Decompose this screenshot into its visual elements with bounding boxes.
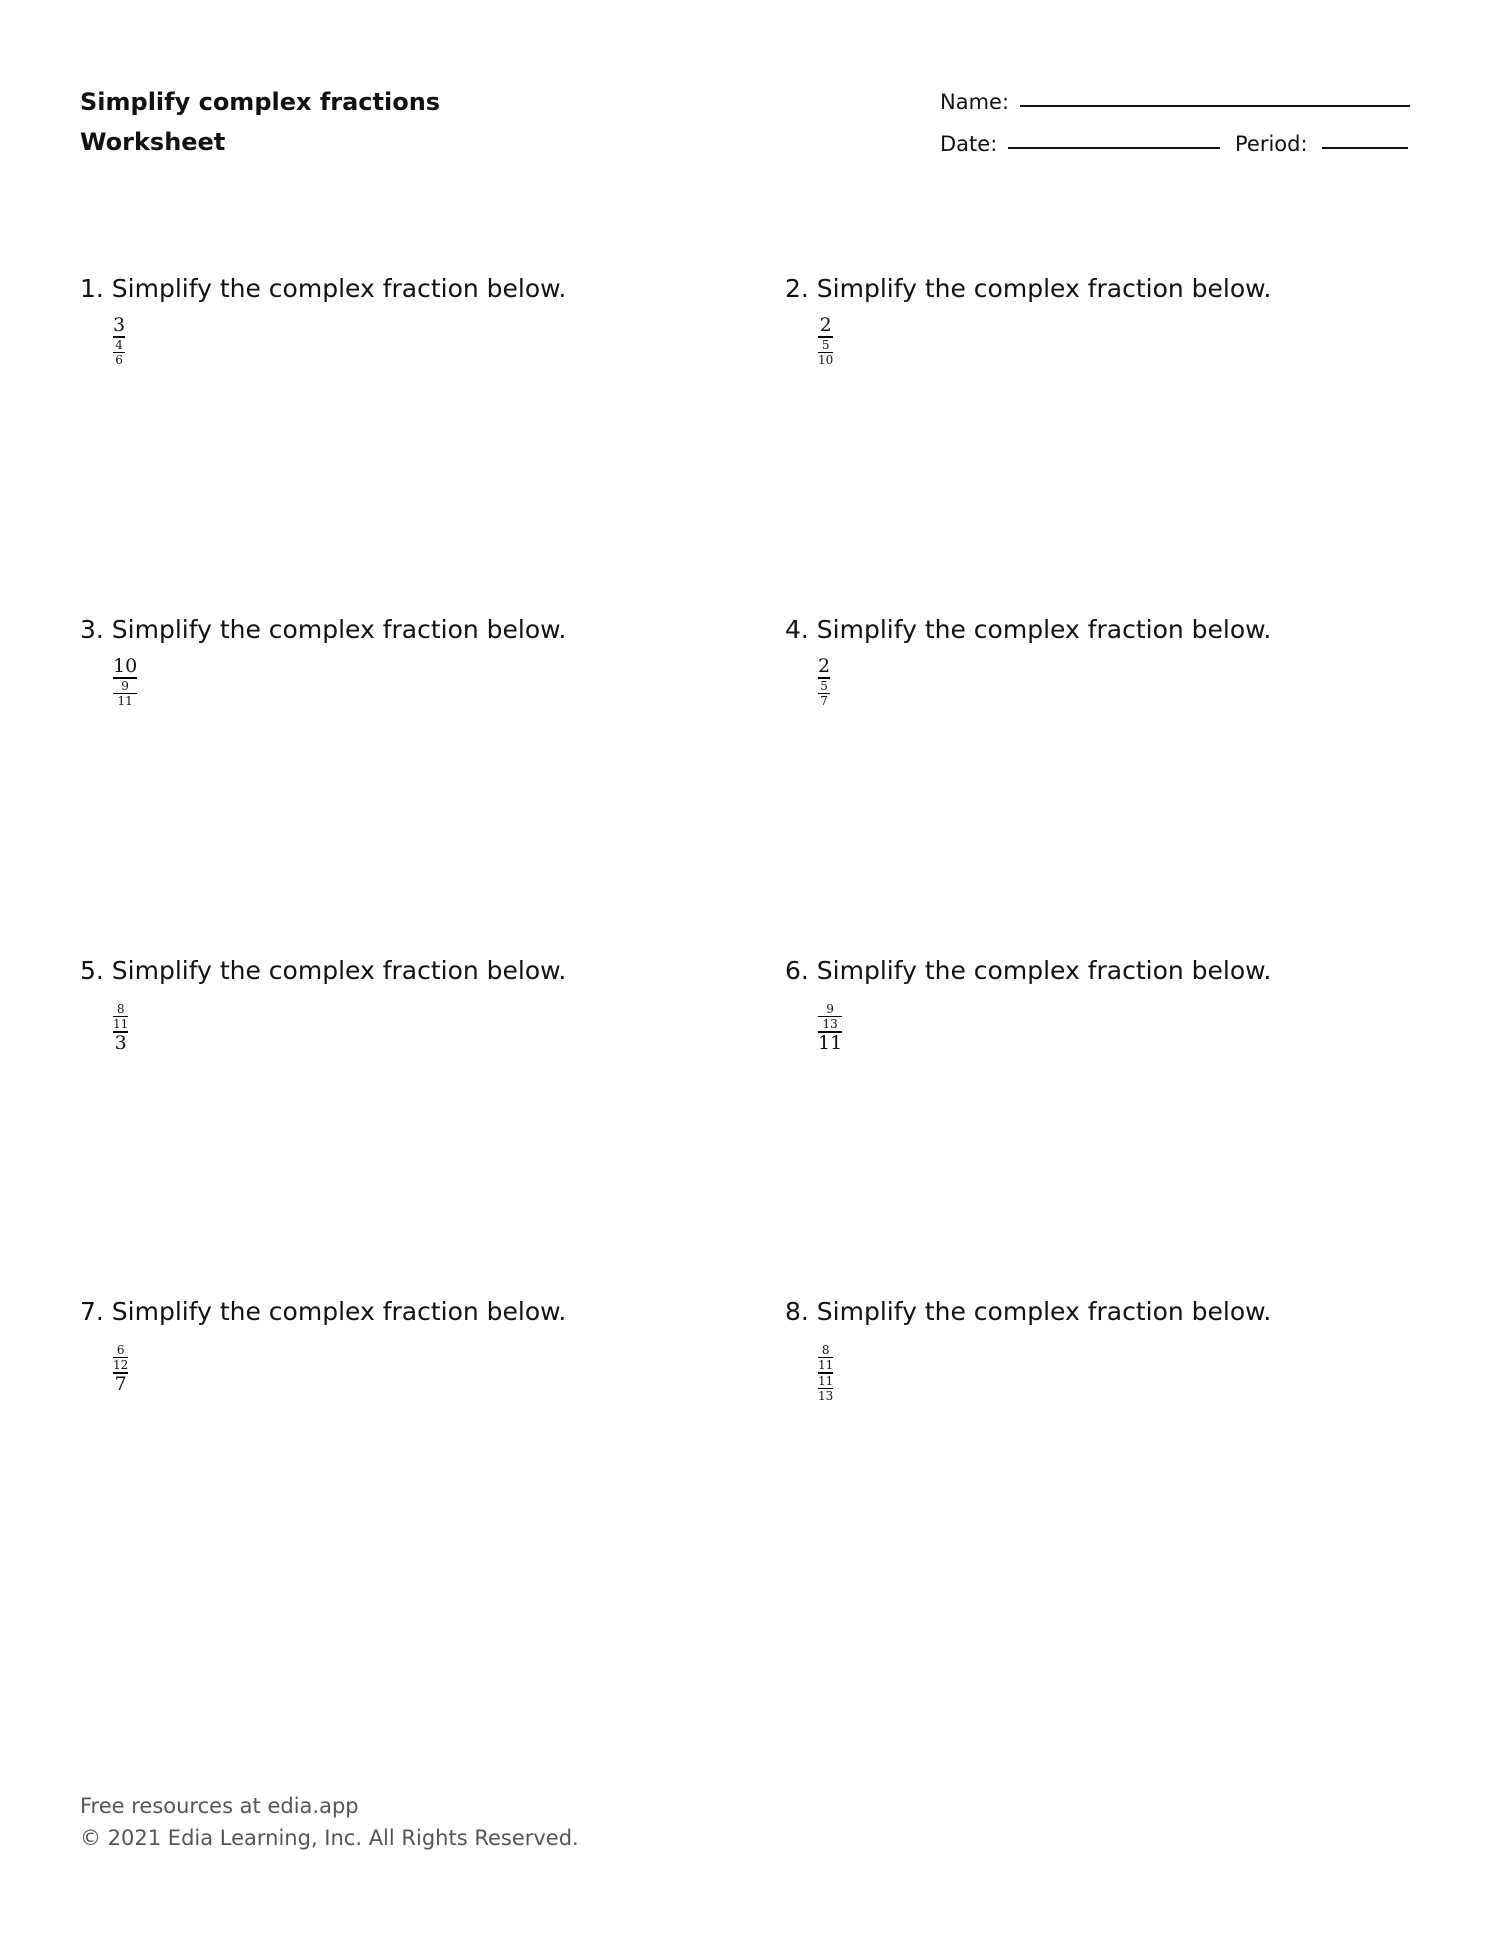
numerator: 10: [113, 655, 138, 677]
footer: [80, 1790, 579, 1854]
problem-label: 4. Simplify the complex fraction below.: [785, 615, 1272, 644]
inner-numerator: 5: [820, 679, 828, 693]
inner-numerator: 8: [116, 1002, 125, 1016]
inner-denominator: 12: [113, 1358, 129, 1372]
complex-fraction: [818, 657, 830, 707]
complex-fraction: [113, 316, 125, 366]
inner-numerator: 4: [115, 338, 123, 352]
period-field-line[interactable]: [1322, 147, 1408, 149]
date-field-line[interactable]: [1008, 147, 1220, 149]
top-inner-numerator: 8: [821, 1343, 830, 1357]
problem-2: [785, 272, 1425, 366]
title-line-1: Simplify complex fractions: [80, 88, 441, 116]
inner-denominator: 7: [820, 694, 828, 708]
bottom-inner-numerator: 11: [818, 1374, 834, 1388]
problem-label: 3. Simplify the complex fraction below.: [80, 615, 567, 644]
denominator: 7: [114, 1373, 127, 1395]
numerator: 2: [818, 655, 831, 677]
footer-resources: Free resources at edia.app: [80, 1794, 359, 1818]
problem-label: 5. Simplify the complex fraction below.: [80, 956, 567, 985]
complex-fraction: [818, 1344, 833, 1402]
problem-4: [785, 613, 1425, 707]
top-inner-denominator: 11: [818, 1358, 834, 1372]
inner-numerator: 6: [116, 1343, 125, 1357]
problem-label: 1. Simplify the complex fraction below.: [80, 274, 567, 303]
numerator: 2: [819, 314, 832, 336]
problem-5: [80, 954, 720, 1053]
period-label: Period:: [1235, 132, 1308, 156]
denominator: 11: [818, 1032, 843, 1054]
complex-fraction: [818, 316, 833, 366]
inner-numerator: 5: [821, 338, 830, 352]
inner-denominator: 10: [818, 353, 834, 367]
inner-numerator: 9: [121, 679, 129, 693]
problem-8: [785, 1295, 1425, 1402]
title-line-2: Worksheet: [80, 128, 226, 156]
name-field-line[interactable]: [1020, 105, 1410, 107]
name-label: Name:: [940, 90, 1010, 114]
complex-fraction: [113, 657, 137, 707]
inner-denominator: 11: [117, 694, 133, 708]
problem-label: 7. Simplify the complex fraction below.: [80, 1297, 567, 1326]
inner-denominator: 11: [113, 1017, 129, 1031]
footer-copyright: © 2021 Edia Learning, Inc. All Rights Reserved.: [80, 1826, 579, 1850]
inner-denominator: 13: [822, 1017, 838, 1031]
problem-6: [785, 954, 1425, 1053]
problem-label: 8. Simplify the complex fraction below.: [785, 1297, 1272, 1326]
numerator: 3: [113, 314, 126, 336]
problem-label: 6. Simplify the complex fraction below.: [785, 956, 1272, 985]
denominator: 3: [114, 1032, 127, 1054]
problem-3: [80, 613, 720, 707]
inner-denominator: 6: [115, 353, 123, 367]
worksheet-title: [80, 82, 440, 162]
bottom-inner-denominator: 13: [818, 1389, 834, 1403]
problem-7: [80, 1295, 720, 1394]
date-label: Date:: [940, 132, 998, 156]
inner-numerator: 9: [826, 1002, 834, 1016]
problem-label: 2. Simplify the complex fraction below.: [785, 274, 1272, 303]
complex-fraction: [113, 1344, 128, 1394]
complex-fraction: [818, 1003, 842, 1053]
problem-1: [80, 272, 720, 366]
complex-fraction: [113, 1003, 128, 1053]
